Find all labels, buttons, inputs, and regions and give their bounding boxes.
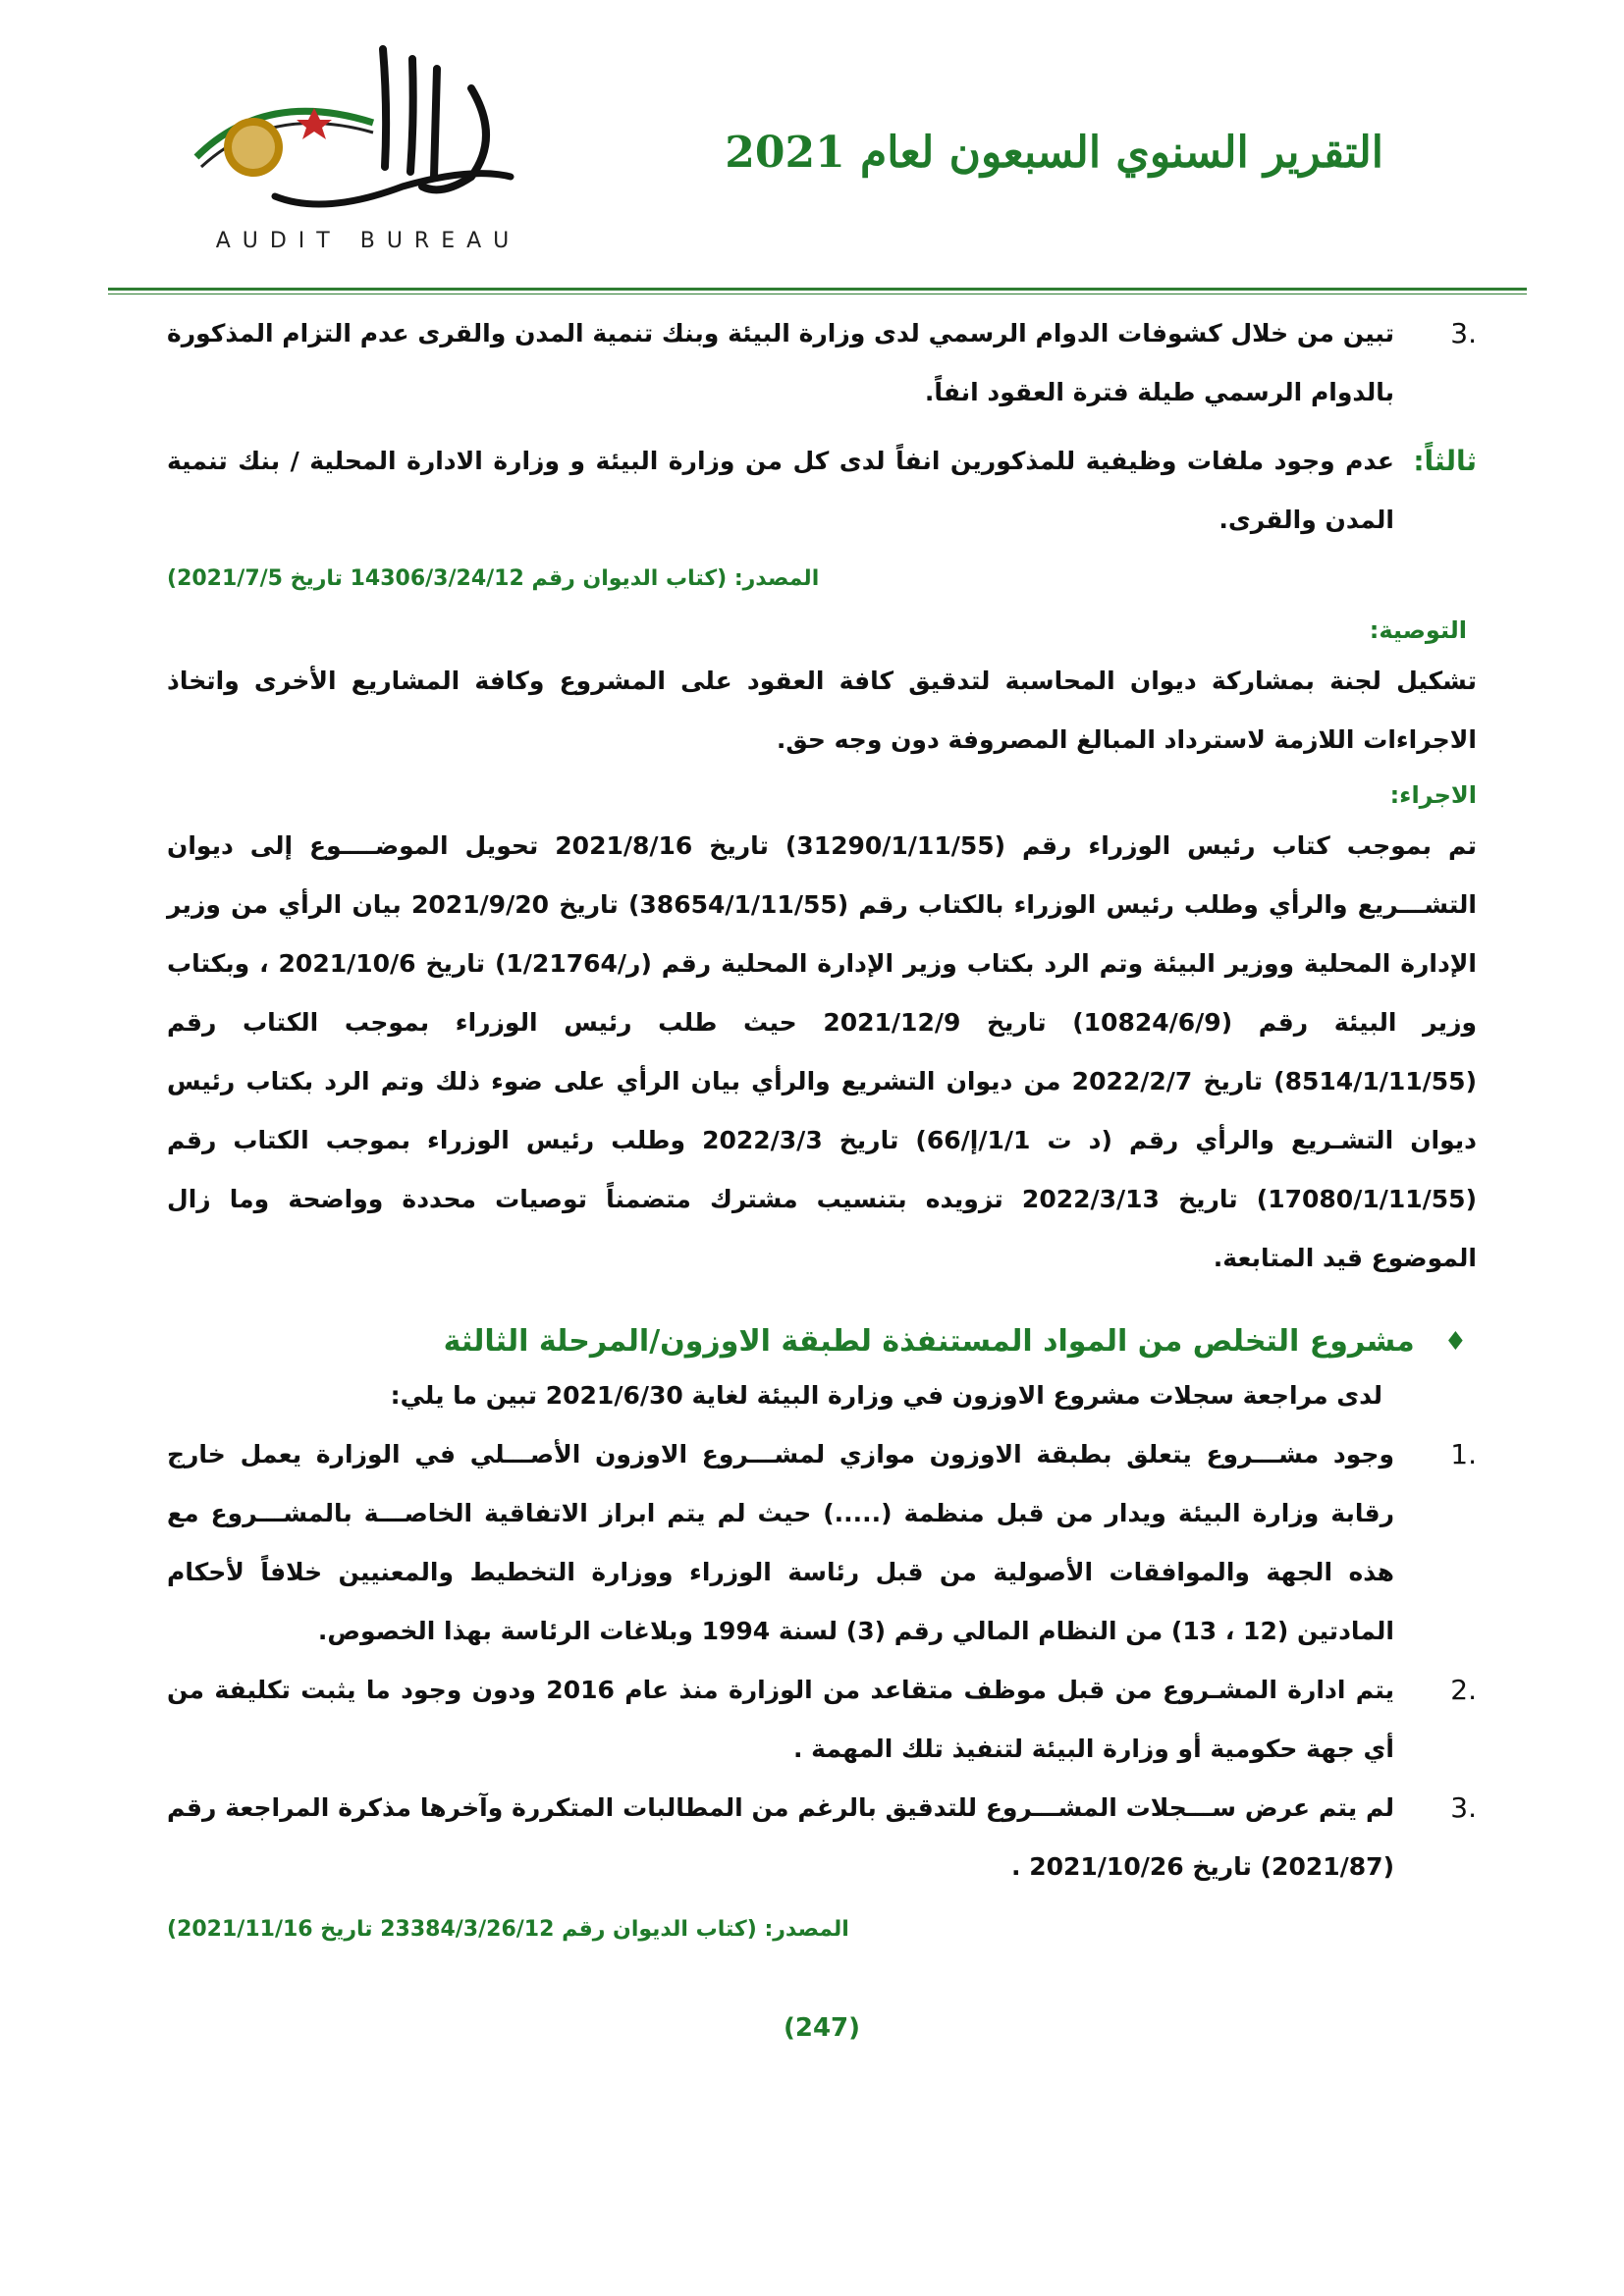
- third-text: عدم وجود ملفات وظيفية للمذكورين انفاً لدى كل من وزارة البيئة و وزارة الادارة المحلية / بنك تنمية المدن والقرى.: [167, 447, 1394, 534]
- item-3-text: تبين من خلال كشوفات الدوام الرسمي لدى وزارة البيئة وبنك تنمية المدن والقرى عدم التزام المذكورة بالدوام الرسمي طيلة فترة العقود انفاً.: [167, 319, 1394, 406]
- ozone-item: [167, 1425, 1477, 1661]
- source-citation: المصدر: (كتاب الديوان رقم 14306/3/24/12 تاريخ 2021/7/5): [167, 566, 820, 591]
- action-text: تم بموجب كتاب رئيس الوزراء رقم (31290/1/11/55) تاريخ 2021/8/16 تحويل الموضــــوع إلى ديوان التشـــريع والرأي وطلب رئيس الوزراء بالكتاب رقم (38654/1/11/55) تاريخ 2021/9/20 بيان الرأي من وزير الإدارة المحلية ووزير البيئة وتم الرد بكتاب وزير الإدارة المحلية رقم (ر/1/21764) تاريخ 2021/10/6 ، وبكتاب وزير البيئة رقم (10824/6/9) تاريخ 2021/12/9 حيث طلب رئيس الوزراء بموجب الكتاب رقم (8514/1/11/55) تاريخ 2022/2/7 من ديوان التشريع والرأي بيان الرأي على ضوء ذلك وتم الرد بكتاب رئيس ديوان التشـريع والرأي رقم (د ت 1/1/إ/66) تاريخ 2022/3/3 وطلب رئيس الوزراء بموجب الكتاب رقم (17080/1/11/55) تاريخ 2022/3/13 تزويده بتنسيب مشترك متضمناً توصيات محددة وواضحة وما زال الموضوع قيد المتابعة.: [167, 831, 1478, 1272]
- item-number: 3.: [1450, 317, 1477, 349]
- page-number: (247): [783, 2013, 861, 2043]
- item-number: 2.: [1450, 1674, 1477, 1706]
- header-divider: [108, 288, 1527, 291]
- third-point: [167, 432, 1477, 550]
- section-heading: مشروع التخلص من المواد المستنفذة لطبقة الاوزون/المرحلة الثالثة: [443, 1324, 1415, 1359]
- section-intro: لدى مراجعة سجلات مشروع الاوزون في وزارة البيئة لغاية 2021/6/30 تبين ما يلي:: [390, 1381, 1382, 1410]
- ozone-item-2: يتم ادارة المشـروع من قبل موظف متقاعد من الوزارة منذ عام 2016 ودون وجود ما يثبت تكليفة من أي جهة حكومية أو وزارة البيئة لتنفيذ تلك المهمة .: [167, 1676, 1394, 1763]
- recommendation-label: التوصية:: [1369, 616, 1467, 644]
- ozone-item-3: لم يتم عرض ســـجلات المشـــروع للتدقيق بالرغم من المطالبات المتكررة وآخرها مذكرة المراجعة رقم (2021/87) تاريخ 2021/10/26 .: [167, 1793, 1394, 1881]
- source-citation: المصدر: (كتاب الديوان رقم 23384/3/26/12 تاريخ 2021/11/16): [167, 1917, 849, 1942]
- ozone-item: [167, 1661, 1477, 1779]
- item-3: [167, 304, 1477, 422]
- action-label: الاجراء:: [1389, 781, 1477, 809]
- logo-text-en: AUDIT BUREAU: [215, 229, 521, 253]
- diamond-bullet-icon: ♦: [1443, 1327, 1467, 1357]
- third-label: ثالثاً:: [1413, 445, 1477, 477]
- audit-bureau-logo: [177, 29, 560, 255]
- recommendation-text: تشكيل لجنة بمشاركة ديوان المحاسبة لتدقيق كافة العقود على المشروع وكافة المشاريع الأخرى واتخاذ الاجراءات اللازمة لاسترداد المبالغ المصروفة دون وجه حق.: [167, 667, 1477, 754]
- section-heading-row: [167, 1317, 1467, 1366]
- page-content: [167, 304, 1477, 2048]
- item-number: 3.: [1450, 1791, 1477, 1824]
- report-title: التقرير السنوي السبعون لعام 2021: [725, 128, 1383, 178]
- ozone-item-1: وجود مشـــروع يتعلق بطبقة الاوزون موازي لمشـــروع الاوزون الأصـــلي في الوزارة يعمل خارج رقابة وزارة البيئة ويدار من قبل منظمة (.....) حيث لم يتم ابراز الاتفاقية الخاصـــة بالمشـــروع مع هذه الجهة والموافقات الأصولية من قبل رئاسة الوزراء ووزارة التخطيط والمعنيين خلافاً لأحكام المادتين (12 ، 13) من النظام المالي رقم (3) لسنة 1994 وبلاغات الرئاسة بهذا الخصوص.: [167, 1440, 1394, 1645]
- item-number: 1.: [1450, 1438, 1477, 1470]
- ozone-item: [167, 1779, 1477, 1896]
